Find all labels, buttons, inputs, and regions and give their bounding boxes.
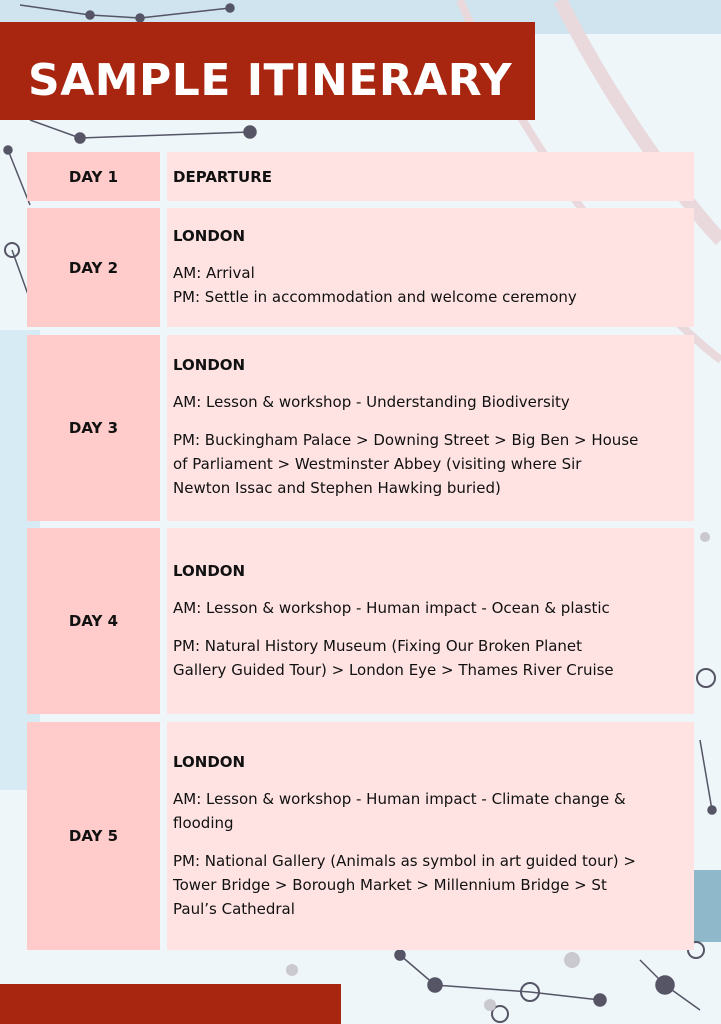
location-heading: DEPARTURE [173,167,273,186]
am-activity-line: flooding [173,814,234,832]
pm-activity-line: Tower Bridge > Borough Market > Millennium Bridge > St [173,876,607,894]
day-label: DAY 2 [68,258,119,277]
day-label: DAY 4 [68,612,119,630]
am-activity: AM: Arrival [173,264,255,282]
pm-activity-line: Gallery Guided Tour) > London Eye > Thames River Cruise [173,661,614,679]
title-banner [0,22,535,120]
pm-activity-line: Newton Issac and Stephen Hawking buried) [173,479,501,497]
location-heading: LONDON [173,356,246,374]
itinerary-content-cell [167,335,694,521]
day-label: DAY 1 [68,167,119,186]
day-label: DAY 5 [68,827,119,845]
day-label: DAY 3 [68,419,119,437]
location-heading: LONDON [173,227,246,245]
itinerary-content-cell [167,208,694,327]
location-heading: LONDON [173,753,246,771]
day-label-cell [27,208,160,327]
pm-activity-line: PM: Buckingham Palace > Downing Street > Big Ben > House [173,431,639,449]
day-label-cell [27,528,160,714]
itinerary-content-cell [167,152,694,201]
pm-activity-line: of Parliament > Westminster Abbey (visiting where Sir [173,455,582,473]
itinerary-content-cell [167,722,694,950]
day-label-cell [27,722,160,950]
day-label-cell [27,335,160,521]
pm-activity-line: PM: National Gallery (Animals as symbol in art guided tour) > [173,852,636,870]
footer-bar [0,984,341,1024]
am-activity-line: AM: Lesson & workshop - Human impact - Climate change & [173,790,626,808]
pm-activity-line: PM: Natural History Museum (Fixing Our Broken Planet [173,637,583,655]
day-label-cell [27,152,160,201]
location-heading: LONDON [173,562,246,580]
itinerary-content-cell [167,528,694,714]
pm-activity: PM: Settle in accommodation and welcome ceremony [173,288,577,306]
page-title: SAMPLE ITINERARY [28,55,513,106]
am-activity: AM: Lesson & workshop - Understanding Biodiversity [173,393,570,411]
pm-activity-line: Paul’s Cathedral [173,900,295,918]
am-activity: AM: Lesson & workshop - Human impact - Ocean & plastic [173,599,610,617]
